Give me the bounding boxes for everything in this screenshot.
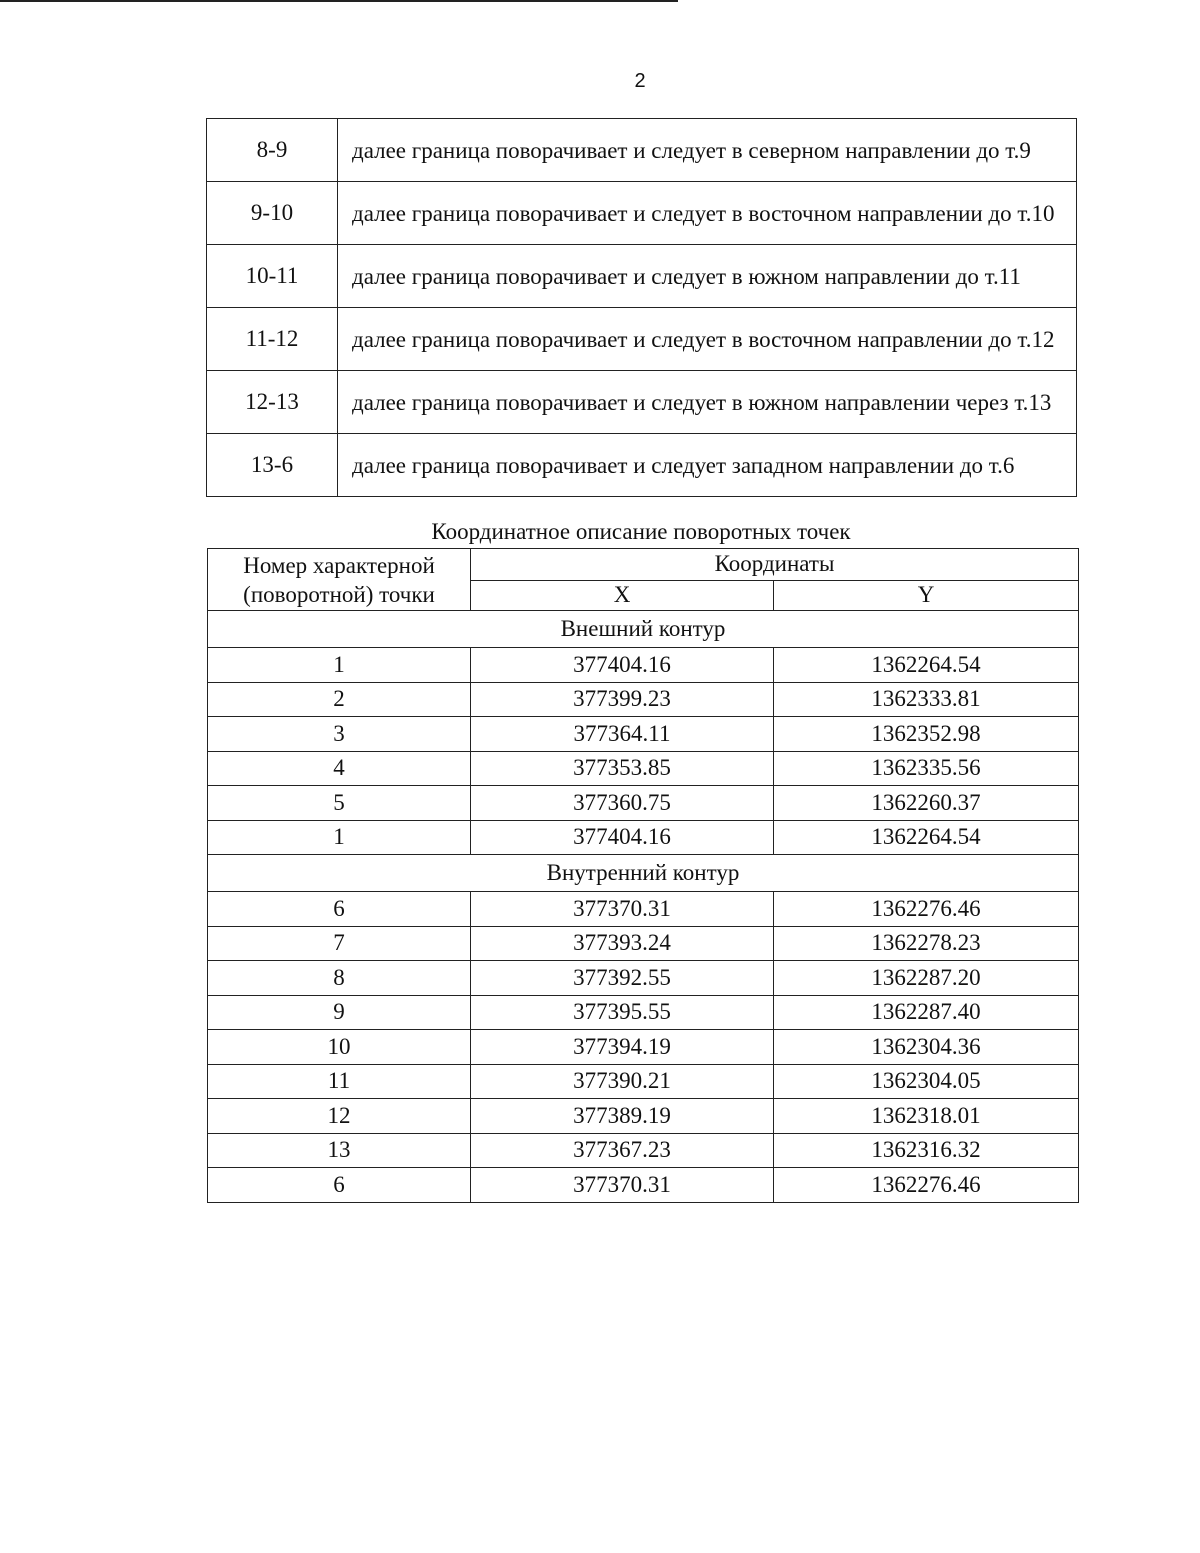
coordinate-row [208, 1133, 1079, 1168]
cell-x: 377404.16 [471, 820, 774, 855]
cell-y: 1362304.36 [774, 1030, 1079, 1065]
segment-range: 8-9 [207, 119, 338, 182]
section-row [208, 611, 1079, 648]
coordinate-row [208, 786, 1079, 821]
cell-point: 1 [208, 648, 471, 683]
segment-row [207, 119, 1077, 182]
coordinates-table [207, 548, 1079, 1203]
coordinate-row [208, 892, 1079, 927]
coordinates-table-header [208, 549, 1079, 611]
coordinate-row [208, 1168, 1079, 1203]
segment-description: далее граница поворачивает и следует в восточном направлении до т.12 [338, 308, 1077, 371]
coordinate-row [208, 682, 1079, 717]
cell-point: 6 [208, 1168, 471, 1203]
cell-point: 9 [208, 995, 471, 1030]
cell-y: 1362335.56 [774, 751, 1079, 786]
cell-x: 377392.55 [471, 961, 774, 996]
segment-description: далее граница поворачивает и следует в южном направлении через т.13 [338, 371, 1077, 434]
cell-x: 377390.21 [471, 1064, 774, 1099]
cell-point: 4 [208, 751, 471, 786]
cell-point: 13 [208, 1133, 471, 1168]
segment-range: 12-13 [207, 371, 338, 434]
section-title: Внешний контур [208, 611, 1079, 648]
segment-range: 13-6 [207, 434, 338, 497]
segments-body [207, 119, 1077, 497]
cell-x: 377399.23 [471, 682, 774, 717]
segment-description: далее граница поворачивает и следует в южном направлении до т.11 [338, 245, 1077, 308]
coordinate-row [208, 751, 1079, 786]
segment-description: далее граница поворачивает и следует западном направлении до т.6 [338, 434, 1077, 497]
cell-x: 377394.19 [471, 1030, 774, 1065]
cell-x: 377370.31 [471, 1168, 774, 1203]
cell-y: 1362318.01 [774, 1099, 1079, 1134]
segment-description: далее граница поворачивает и следует в северном направлении до т.9 [338, 119, 1077, 182]
segment-row [207, 371, 1077, 434]
cell-y: 1362260.37 [774, 786, 1079, 821]
coordinate-row [208, 1030, 1079, 1065]
cell-x: 377353.85 [471, 751, 774, 786]
cell-y: 1362316.32 [774, 1133, 1079, 1168]
section-row [208, 855, 1079, 892]
segment-row [207, 434, 1077, 497]
cell-y: 1362287.20 [774, 961, 1079, 996]
cell-point: 1 [208, 820, 471, 855]
cell-y: 1362304.05 [774, 1064, 1079, 1099]
segment-row [207, 308, 1077, 371]
cell-x: 377393.24 [471, 926, 774, 961]
segment-range: 11-12 [207, 308, 338, 371]
cell-point: 7 [208, 926, 471, 961]
header-point-line1: Номер характерной [243, 552, 435, 578]
cell-x: 377370.31 [471, 892, 774, 927]
header-point-number [208, 549, 471, 611]
coordinate-row [208, 961, 1079, 996]
segment-description: далее граница поворачивает и следует в восточном направлении до т.10 [338, 182, 1077, 245]
coordinate-row [208, 926, 1079, 961]
cell-point: 5 [208, 786, 471, 821]
cell-x: 377360.75 [471, 786, 774, 821]
cell-x: 377367.23 [471, 1133, 774, 1168]
cell-y: 1362333.81 [774, 682, 1079, 717]
header-x: X [471, 580, 774, 611]
cell-x: 377389.19 [471, 1099, 774, 1134]
cell-y: 1362278.23 [774, 926, 1079, 961]
cell-point: 8 [208, 961, 471, 996]
cell-x: 377364.11 [471, 717, 774, 752]
segment-row [207, 245, 1077, 308]
coordinate-row [208, 648, 1079, 683]
segment-range: 9-10 [207, 182, 338, 245]
cell-y: 1362287.40 [774, 995, 1079, 1030]
cell-y: 1362276.46 [774, 1168, 1079, 1203]
coordinate-row [208, 717, 1079, 752]
boundary-segments-table [206, 118, 1077, 497]
cell-x: 377395.55 [471, 995, 774, 1030]
header-y: Y [774, 580, 1079, 611]
cell-point: 2 [208, 682, 471, 717]
cell-point: 6 [208, 892, 471, 927]
cell-point: 12 [208, 1099, 471, 1134]
coordinate-row [208, 1099, 1079, 1134]
coordinates-table-body [208, 611, 1079, 1203]
segment-row [207, 182, 1077, 245]
cell-y: 1362264.54 [774, 820, 1079, 855]
cell-point: 11 [208, 1064, 471, 1099]
coordinate-row [208, 995, 1079, 1030]
section-title: Внутренний контур [208, 855, 1079, 892]
coordinate-row [208, 1064, 1079, 1099]
cell-point: 3 [208, 717, 471, 752]
cell-x: 377404.16 [471, 648, 774, 683]
segment-range: 10-11 [207, 245, 338, 308]
coordinate-row [208, 820, 1079, 855]
coordinates-table-title: Координатное описание поворотных точек [431, 519, 851, 544]
header-coordinates: Координаты [471, 549, 1079, 581]
scan-edge-line [0, 0, 678, 2]
header-point-line2: (поворотной) точки [243, 581, 435, 607]
cell-y: 1362276.46 [774, 892, 1079, 927]
page-number: 2 [634, 70, 646, 92]
cell-y: 1362264.54 [774, 648, 1079, 683]
cell-point: 10 [208, 1030, 471, 1065]
cell-y: 1362352.98 [774, 717, 1079, 752]
